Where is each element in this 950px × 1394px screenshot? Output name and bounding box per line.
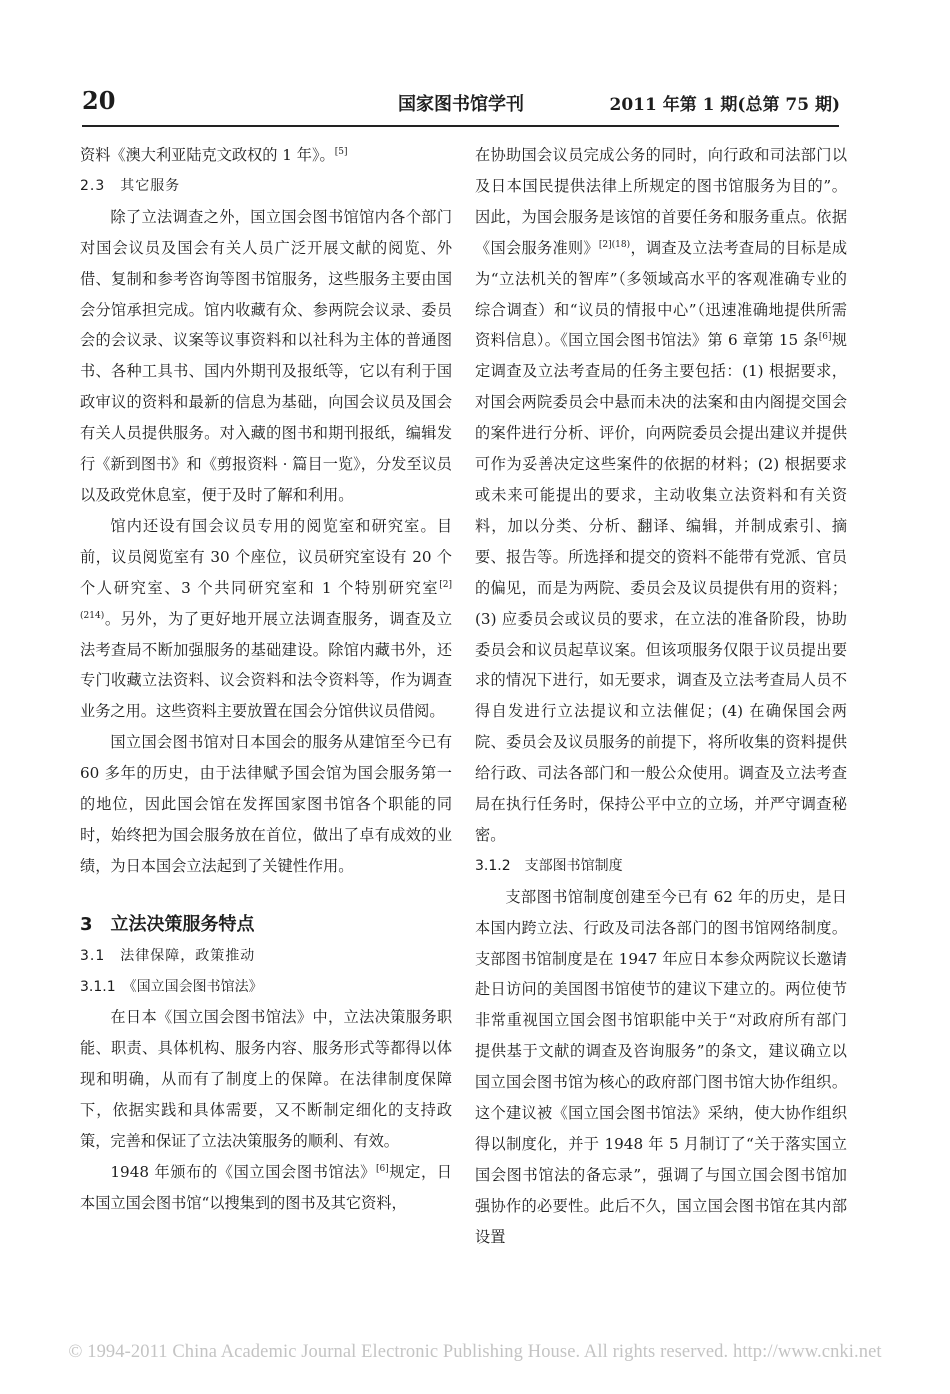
section-heading-3-1: 3.1 法律保障，政策推动: [80, 947, 256, 964]
citation[interactable]: [5]: [334, 146, 348, 157]
right-column: [475, 140, 847, 1253]
page-number: 20: [82, 86, 116, 115]
issue-info: 2011 年第 1 期(总第 75 期): [609, 95, 840, 115]
spacer: [80, 882, 452, 910]
citation[interactable]: [2](214): [80, 579, 452, 621]
paragraph: 1948 年颁布的《国立国会图书馆法》[6]规定，日本国立国会图书馆“以搜集到的图书及其它资料，: [80, 1163, 452, 1212]
header-rule: [82, 125, 839, 127]
paragraph: 国立国会图书馆对日本国会的服务从建馆至今已有 60 多年的历史，由于法律赋予国会馆为国会服务第一的地位，因此国会馆在发挥国家图书馆各个职能的同时，始终把为国会服务放在首位，做出了卓有成效的业绩，为日本国会立法起到了关键性作用。: [80, 733, 452, 875]
citation[interactable]: [6]: [375, 1163, 389, 1174]
continued-paragraph: 在协助国会议员完成公务的同时，向行政和司法部门以及日本国民提供法律上所规定的图书馆服务为目的”。因此，为国会服务是该馆的首要任务和服务重点。依据《国会服务准则》$^{[2](18)}$，调查及立法考查局的目标是成为“立法机关的智库”（多领域高水平的客观准确专业的综合调查）和“议员的情报中心”（迅速准确地提供所需资料信息）。《国立国会图书馆法》第 6 章第 15 条[6]规定调查及立法考查局的任务主要包括：(1) 根据要求，对国会两院委员会中悬而未决的法案和由内阁提交国会的案件进行分析、评价，向两院委员会提出建议并提供可作为妥善决定这些案件的依据的材料；(2) 根据要求或未来可能提出的要求，主动收集立法资料和有关资料，加以分类、分析、翻译、编辑，并制成索引、摘要、报告等。所选择和提交的资料不能带有党派、官员的偏见，而是为两院、委员会及议员提供有用的资料；(3) 应委员会或议员的要求，在立法的准备阶段，协助委员会和议员起草议案。但该项服务仅限于议员提出要求的情况下进行，如无要求，调查及立法考查局人员不得自发进行立法提议和立法催促；(4) 在确保国会两院、委员会及议员服务的前提下，将所收集的资料提供给行政、司法各部门和一般公众使用。调查及立法考查局在执行任务时，保持公平中立的立场，并严守调查秘密。: [475, 146, 848, 844]
running-header: [82, 86, 840, 120]
section-heading-3: 3 立法决策服务特点: [80, 913, 255, 935]
paragraph: 在日本《国立国会图书馆法》中，立法决策服务职能、职责、具体机构、服务内容、服务形式等都得以体现和明确，从而有了制度上的保障。在法律制度保障下，依据实践和具体需要，又不断制定细化的支持政策，完善和保证了立法决策服务的顺利、有效。: [80, 1008, 452, 1151]
citation[interactable]: [6]: [818, 332, 832, 343]
copyright-footer: © 1994-2011 China Academic Journal Electronic Publishing House. All rights reserved. http://www.cnki.net: [68, 1342, 882, 1362]
section-heading-3-1-2: 3.1.2 支部图书馆制度: [475, 857, 623, 874]
paragraph: 馆内还设有国会议员专用的阅览室和研究室。目前，议员阅览室有 30 个座位，议员研究室设有 20 个个人研究室、3 个共同研究室和 1 个特别研究室$^{[2](214)}$。另外，为了更好地开展立法调查服务，调查及立法考查局不断加强服务的基础建设。除馆内藏书外，还专门收藏立法资料、议会资料和法令资料等，作为调查业务之用。这些资料主要放置在国会分馆供议员借阅。: [80, 516, 452, 721]
section-heading-2-3: 2.3 其它服务: [80, 177, 181, 194]
paragraph: 除了立法调查之外，国立国会图书馆馆内各个部门对国会议员及国会有关人员广泛开展文献的阅览、外借、复制和参考咨询等图书馆服务，这些服务主要由国会分馆承担完成。馆内收藏有众、参两院会议录、委员会的会议录、议案等议事资料和以社科为主体的普通图书、各种工具书、国内外期刊及报纸等，它以有利于国政审议的资料和最新的信息为基础，向国会议员及国会有关人员提供服务。对入藏的图书和期刊报纸，编辑发行《新到图书》和《剪报资料 · 篇目一览》，分发至议员以及政党休息室，便于及时了解和利用。: [80, 207, 452, 504]
left-column: [80, 140, 452, 1219]
paragraph: 支部图书馆制度创建至今已有 62 年的历史，是日本国内跨立法、行政及司法各部门的图书馆网络制度。支部图书馆制度是在 1947 年应日本参众两院议长邀请赴日访问的美国图书馆使节的建议下建立的。两位使节非常重视国立国会图书馆职能中关于“对政府所有部门提供基于文献的调查及咨询服务”的条文，建议确立以国立国会图书馆为核心的政府部门图书馆大协作组织。这个建议被《国立国会图书馆法》采纳，使大协作组织得以制度化，并于 1948 年 5 月制订了“关于落实国立国会图书馆法的备忘录”，强调了与国立国会图书馆加强协作的必要性。此后不久，国立国会图书馆在其内部设置: [475, 887, 847, 1246]
section-heading-3-1-1: 3.1.1 《国立国会图书馆法》: [80, 978, 263, 995]
journal-title: 国家图书馆学刊: [398, 94, 524, 115]
continued-paragraph: 资料《澳大利亚陆克文政权的 1 年》。[5]: [80, 146, 348, 164]
citation[interactable]: [2](18): [598, 239, 631, 250]
